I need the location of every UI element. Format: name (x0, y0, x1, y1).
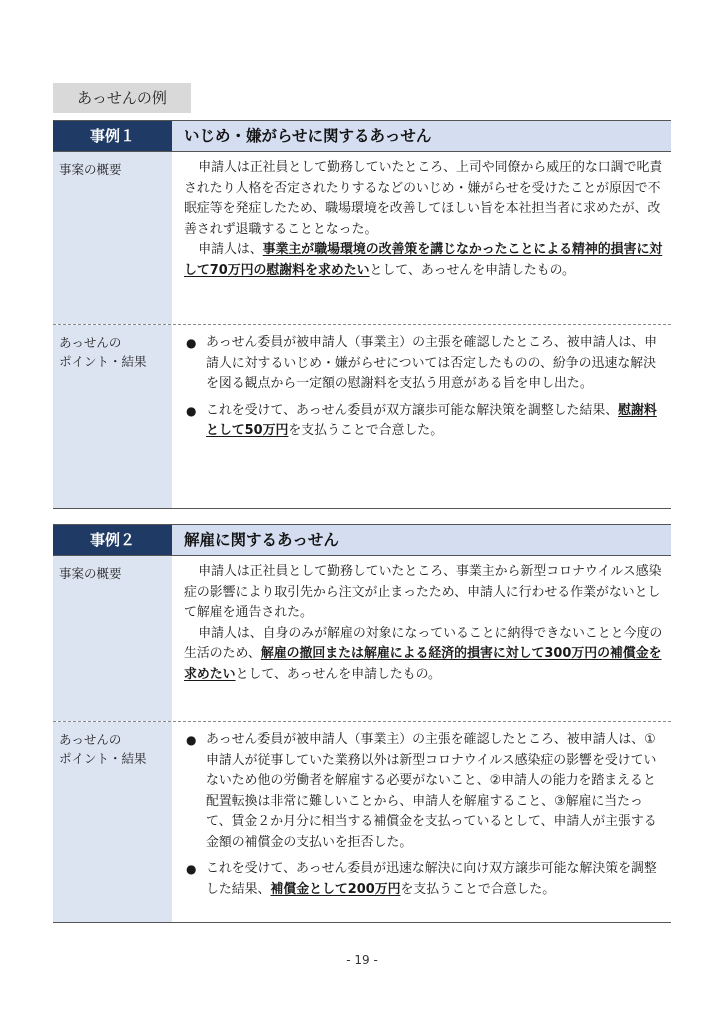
summary-label: 事案の概要 (53, 152, 172, 324)
text-run: として、あっせんを申請したもの。 (235, 666, 441, 682)
points-row (53, 324, 671, 509)
text-run: を支払うことで合意した。 (400, 881, 556, 897)
page-number: - 19 - (346, 953, 378, 967)
bullet-icon: ● (186, 336, 197, 350)
text-run: 申請人は正社員として勤務していたところ、上司や同僚から威圧的な口調で叱責されたり人格を否定されたりするなどのいじめ・嫌がらせを受けたことが原因で不眠症等を発症したため、職場環境を改善してほしい旨を本社担当者に求めたが、改善されず退職することとなった。 (184, 160, 663, 237)
case-header (53, 120, 671, 152)
bullet-item (184, 401, 663, 442)
bullet-item (184, 859, 663, 900)
points-label: あっせんの ポイント・結果 (53, 722, 172, 922)
text-run: として、あっせんを申請したもの。 (369, 262, 575, 278)
points-body (172, 325, 671, 508)
text-run: これを受けて、あっせん委員が双方譲歩可能な解決策を調整した結果、 (206, 402, 619, 418)
text-run: 申請人は正社員として勤務していたところ、事業主から新型コロナウイルス感染症の影響により取引先から注文が止まったため、申請人に行わせる作業がないとして解雇を通告された。 (184, 564, 662, 620)
bullet-icon: ● (186, 862, 197, 876)
bullet-icon: ● (186, 733, 197, 747)
text-run: これを受けて、あっせん委員が迅速な解決に向け双方譲歩可能な解決策を調整した結果、 (206, 861, 657, 897)
points-label: あっせんの ポイント・結果 (53, 325, 172, 508)
bullet-item (184, 333, 663, 395)
summary-row (53, 556, 671, 721)
bullet-icon: ● (186, 403, 197, 418)
highlighted-text: 補償金として200万円 (270, 881, 401, 897)
paragraph (184, 562, 663, 624)
summary-body (172, 152, 671, 324)
points-row (53, 721, 671, 923)
points-body (172, 722, 671, 922)
text-run: あっせん委員が被申請人（事業主）の主張を確認したところ、被申請人は、申請人に対するいじめ・嫌がらせについては否定したものの、紛争の迅速な解決を図る観点から一定額の慰謝料を支払う用意がある旨を申し出た。 (206, 335, 658, 391)
highlighted-text: 慰謝料として50万円 (206, 402, 657, 438)
summary-row (53, 152, 671, 324)
text-run: あっせん委員が被申請人（事業主）の主張を確認したところ、被申請人は、①申請人が従事していた業務以外は新型コロナウイルス感染症の影響を受けていないため他の労働者を解雇する必要がないこと、②申請人の能力を踏まえると配置転換は非常に難しいことから、申請人を解雇すること、③解雇に当たって、賃金２か月分に相当する補償金を支払っているとして、申請人が主張する金額の補償金の支払いを拒否した。 (206, 732, 657, 850)
text-run: を支払うことで合意した。 (288, 423, 444, 438)
bullet-item (184, 730, 663, 853)
case-number: 事例２ (53, 525, 172, 555)
case-title: いじめ・嫌がらせに関するあっせん (172, 121, 671, 151)
summary-body (172, 556, 671, 721)
points-list (184, 333, 663, 442)
case-block-1 (53, 120, 671, 509)
highlighted-text: 解雇の撤回または解雇による経済的損害に対して300万円の補償金を求めたい (184, 646, 662, 682)
case-number: 事例１ (53, 121, 172, 151)
highlighted-text: 事業主が職場環境の改善策を講じなかったことによる精神的損害に対して70万円の慰謝料を求めたい (184, 242, 663, 278)
summary-label: 事案の概要 (53, 556, 172, 721)
case-title: 解雇に関するあっせん (172, 525, 671, 555)
section-label: あっせんの例 (53, 83, 191, 113)
case-block-2 (53, 524, 671, 923)
case-header (53, 524, 671, 556)
points-list (184, 730, 663, 900)
paragraph (184, 158, 663, 240)
text-run: 申請人は、自身のみが解雇の対象になっていることに納得できないことと今度の生活のため、 (184, 625, 663, 661)
text-run: 申請人は、 (198, 242, 263, 257)
paragraph (184, 240, 663, 281)
paragraph (184, 624, 663, 686)
